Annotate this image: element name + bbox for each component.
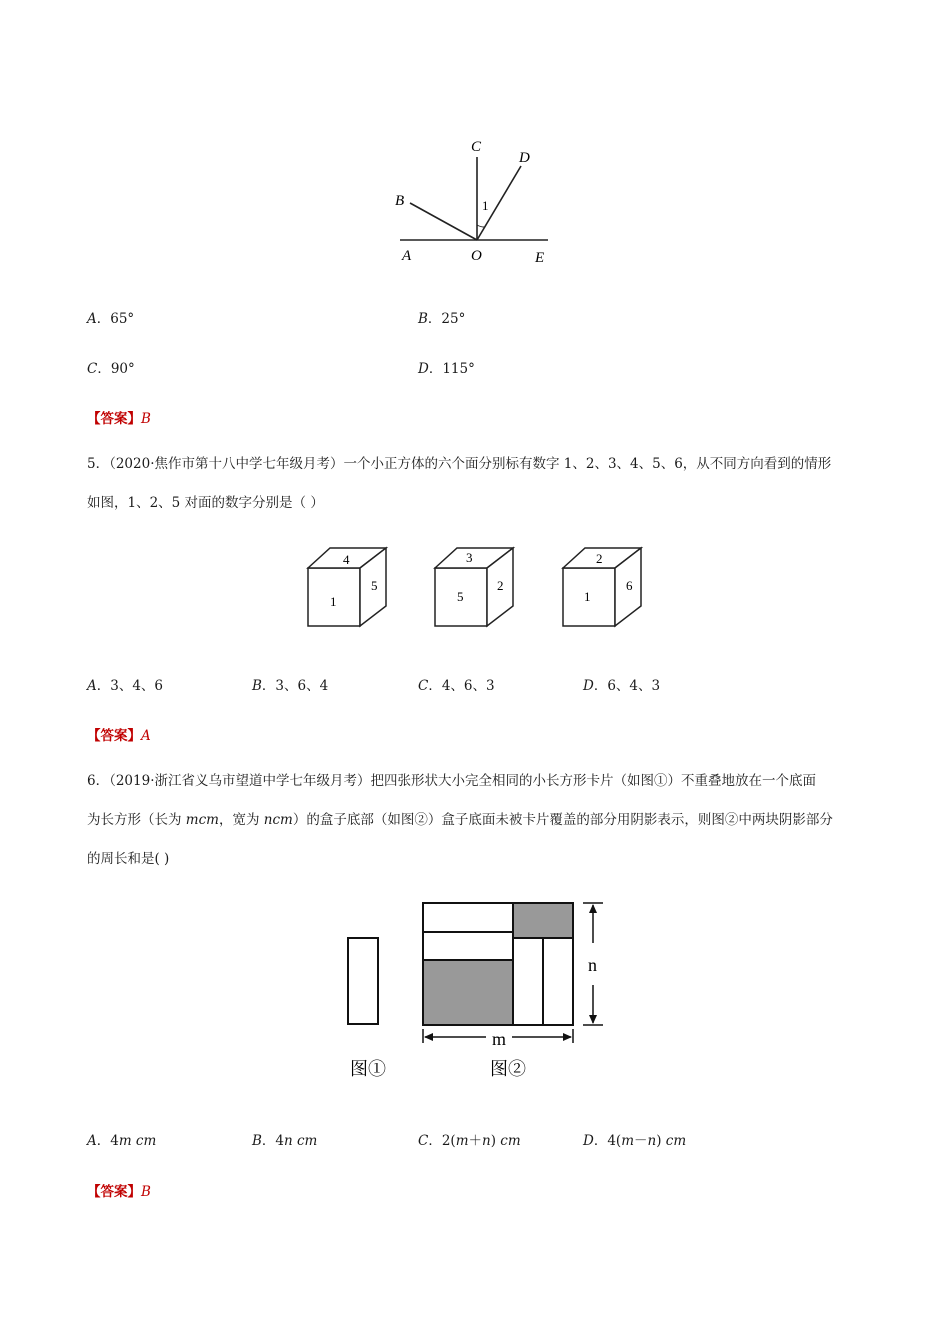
cube-2	[435, 548, 513, 626]
q4-option-b[interactable]: B．25°	[418, 311, 466, 327]
q4-answer: 【答案】B	[87, 411, 151, 427]
label-n: n	[588, 955, 597, 975]
m-arrowhead-right	[563, 1033, 572, 1041]
m-arrowhead-left	[424, 1033, 433, 1041]
q5-text-line2: 如图，1、2、5 对面的数字分别是（ ）	[87, 495, 324, 511]
q5-answer: 【答案】A	[87, 728, 151, 744]
q6-answer: 【答案】B	[87, 1184, 151, 1200]
angle-figure	[390, 135, 565, 270]
cube-3-top: 2	[596, 551, 603, 566]
cube-2-right: 2	[497, 578, 504, 593]
q4-option-d[interactable]: D．115°	[418, 361, 475, 377]
q6-option-b[interactable]: B．4n cm	[252, 1133, 318, 1149]
label-e: E	[535, 250, 545, 266]
cards-figure	[340, 895, 620, 1085]
label-c: C	[471, 139, 482, 155]
cube-1	[308, 548, 386, 626]
q5-option-d[interactable]: D．6、4、3	[583, 678, 661, 694]
cube-3-right: 6	[626, 578, 633, 593]
n-arrowhead-bottom	[589, 1015, 597, 1024]
angle-arc	[477, 225, 485, 227]
label-d: D	[519, 150, 530, 166]
cube-1-top: 4	[343, 552, 350, 567]
q5-option-a[interactable]: A．3、4、6	[87, 678, 164, 694]
label-b: B	[395, 193, 405, 209]
q5-option-c[interactable]: C．4、6、3	[418, 678, 495, 694]
cube-3	[563, 548, 641, 626]
card-h-top	[423, 903, 513, 932]
q4-option-a[interactable]: A．65°	[87, 311, 135, 327]
cubes-figure	[300, 540, 650, 635]
q6-option-d[interactable]: D．4(m－n) cm	[583, 1133, 687, 1149]
q5-text-line1: 5．（2020·焦作市第十八中学七年级月考）一个小正方体的六个面分别标有数字 1、2、3、4、5、6，从不同方向看到的情形	[87, 456, 832, 472]
cube-3-front: 1	[584, 589, 591, 604]
cube-1-right: 5	[371, 578, 378, 593]
card-h-bottom	[423, 932, 513, 960]
label-angle-1: 1	[482, 198, 489, 213]
caption-fig2: 图②	[490, 1059, 526, 1079]
q5-option-b[interactable]: B．3、6、4	[252, 678, 329, 694]
q6-option-a[interactable]: A．4m cm	[87, 1133, 157, 1149]
single-card	[348, 938, 378, 1024]
q6-text-line2: 为长方形（长为 mcm，宽为 ncm）的盒子底部（如图②）盒子底面未被卡片覆盖的部分用阴影表示，则图②中两块阴影部分	[87, 812, 833, 828]
q4-option-c[interactable]: C．90°	[87, 361, 135, 377]
q6-option-c[interactable]: C．2(m＋n) cm	[418, 1133, 521, 1149]
q6-text-line3: 的周长和是( )	[87, 851, 170, 867]
q6-text-line1: 6．（2019·浙江省义乌市望道中学七年级月考）把四张形状大小完全相同的小长方形卡片（如图①）不重叠地放在一个底面	[87, 773, 816, 789]
cube-2-front: 5	[457, 589, 464, 604]
label-m: m	[492, 1029, 507, 1049]
shade-top-right	[513, 903, 573, 938]
ray-ob	[410, 203, 477, 240]
card-v-left	[513, 938, 543, 1025]
cube-1-front: 1	[330, 594, 337, 609]
cube-2-top: 3	[466, 550, 473, 565]
card-v-right	[543, 938, 573, 1025]
label-a: A	[402, 248, 412, 264]
shade-bottom-left	[423, 960, 514, 1025]
n-arrowhead-top	[589, 904, 597, 913]
label-o: O	[471, 248, 482, 264]
caption-fig1: 图①	[350, 1059, 386, 1079]
